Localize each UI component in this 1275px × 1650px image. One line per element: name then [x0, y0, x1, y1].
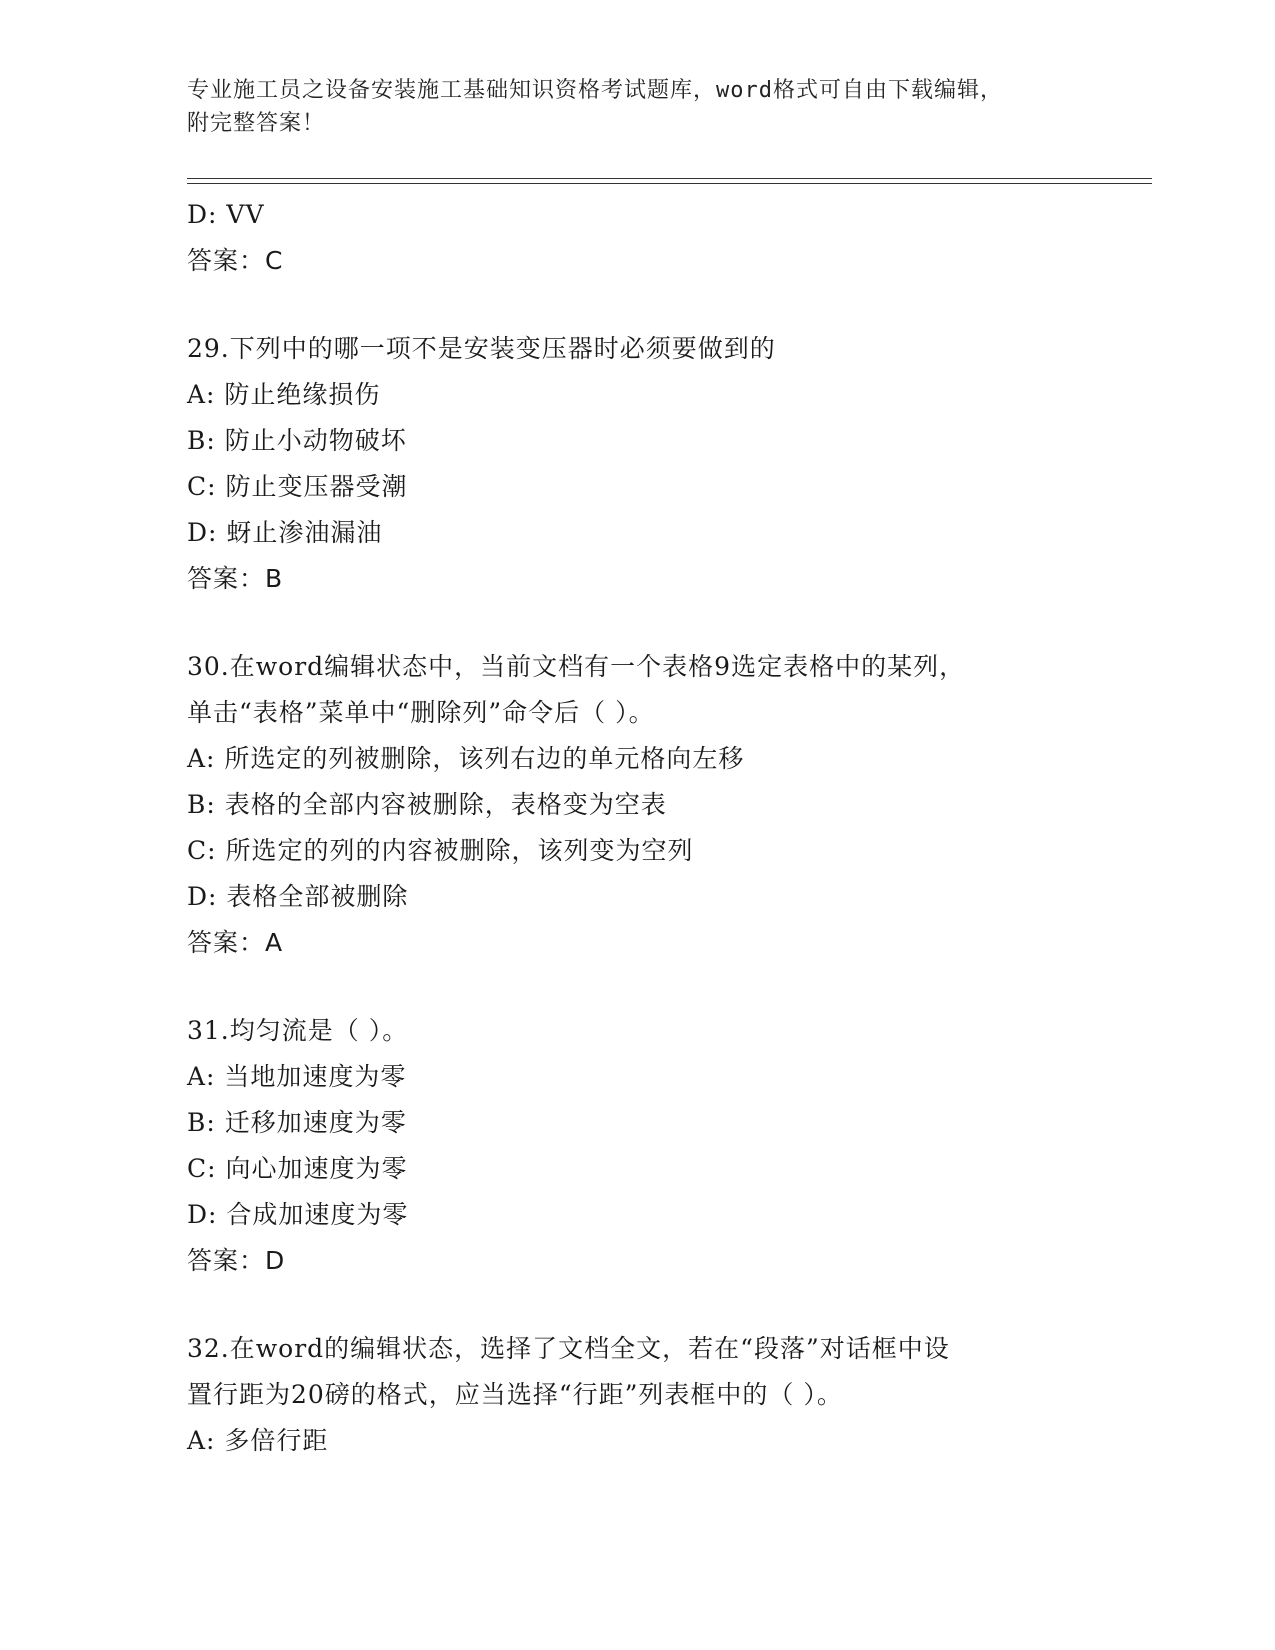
spacer: [187, 966, 1087, 1008]
question-text: 29.下列中的哪一项不是安装变压器时必须要做到的: [187, 334, 776, 363]
spacer: [187, 284, 1087, 326]
spacer: [187, 1284, 1087, 1326]
option-a: A: 所选定的列被删除，该列右边的单元格向左移: [187, 744, 745, 773]
option-a: A: 多倍行距: [187, 1426, 329, 1455]
option-c: C: 向心加速度为零: [187, 1154, 408, 1183]
header-line-2: 附完整答案！: [187, 111, 326, 136]
document-body: [187, 192, 1087, 1464]
option-b: B: 防止小动物破坏: [187, 426, 407, 455]
header-rule-top: [187, 178, 1152, 179]
question-29: [187, 326, 1087, 602]
option-d: D: 蚜止渗油漏油: [187, 518, 383, 547]
question-32: [187, 1326, 1087, 1464]
answer: 答案：B: [187, 564, 284, 593]
answer: 答案：D: [187, 1246, 286, 1275]
option-a: A: 当地加速度为零: [187, 1062, 407, 1091]
option-d: D: 表格全部被删除: [187, 882, 409, 911]
option-b: B: 表格的全部内容被删除，表格变为空表: [187, 790, 667, 819]
option-d-fragment: D: VV: [187, 200, 265, 229]
option-a: A: 防止绝缘损伤: [187, 380, 381, 409]
answer-fragment: 答案：C: [187, 246, 284, 275]
question-text: 30.在word编辑状态中，当前文档有一个表格9选定表格中的某列，: [187, 652, 966, 681]
question-text-continued: 置行距为20磅的格式，应当选择“行距”列表框中的（ ）。: [187, 1380, 843, 1409]
header-rule-bottom: [187, 183, 1152, 184]
document-header: [187, 74, 1067, 140]
question-text-continued: 单击“表格”菜单中“删除列”命令后（ ）。: [187, 698, 655, 727]
option-b: B: 迁移加速度为零: [187, 1108, 407, 1137]
question-text: 31.均匀流是（ ）。: [187, 1016, 409, 1045]
option-d: D: 合成加速度为零: [187, 1200, 409, 1229]
answer: 答案：A: [187, 928, 284, 957]
spacer: [187, 602, 1087, 644]
header-line-1: 专业施工员之设备安装施工基础知识资格考试题库，word格式可自由下载编辑，: [187, 78, 1003, 103]
question-30: [187, 644, 1087, 966]
option-c: C: 防止变压器受潮: [187, 472, 408, 501]
question-31: [187, 1008, 1087, 1284]
question-text: 32.在word的编辑状态，选择了文档全文，若在“段落”对话框中设: [187, 1334, 950, 1363]
option-c: C: 所选定的列的内容被删除，该列变为空列: [187, 836, 694, 865]
